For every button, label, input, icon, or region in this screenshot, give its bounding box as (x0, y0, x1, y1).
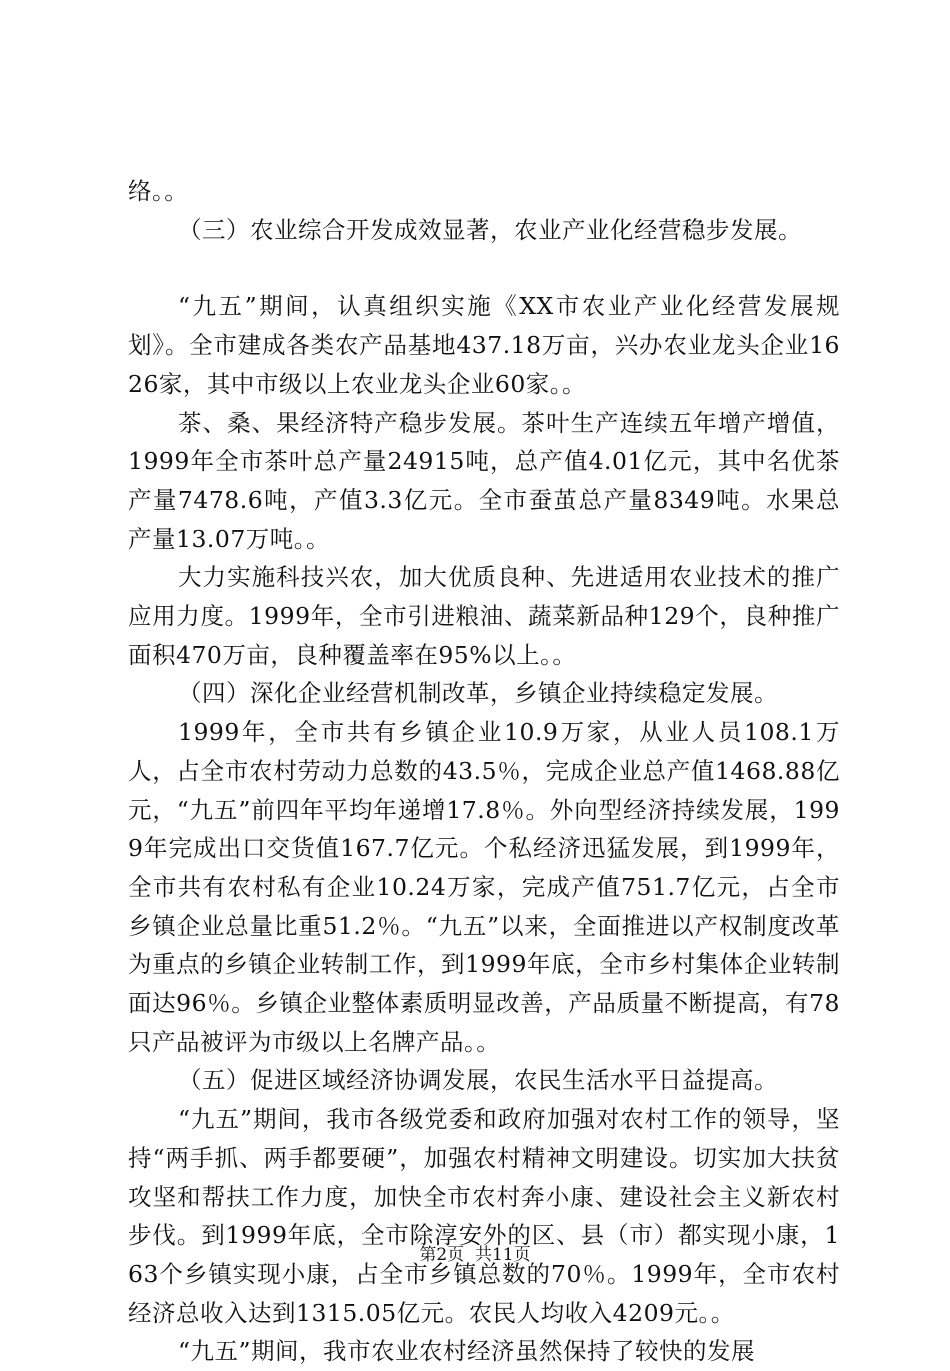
paragraph-rural-life: “九五”期间，我市各级党委和政府加强对农村工作的领导，坚持“两手抓、两手都要硬”，加强农村精神文明建设。切实加大扶贫攻坚和帮扶工作力度，加快全市农村奔小康、建设社会主义新农村步伐。到1999年底，全市除淳安外的区、县（市）都实现小康，163个乡镇实现小康，占全市乡镇总数的70％。1999年，全市农村经济总收入达到1315.05亿元。农民人均收入4209元。。 (128, 1105, 840, 1327)
document-body (128, 172, 840, 1371)
paragraph-ninth-five-year: “九五”期间，我市农业农村经济虽然保持了较快的发展 (178, 1337, 756, 1366)
page-footer (0, 1243, 950, 1267)
page-number-label: 第2页 共11页 (419, 1245, 531, 1265)
section-heading-5: （五）促进区域经济协调发展，农民生活水平日益提高。 (178, 1066, 778, 1095)
paragraph-continuation: 络。。 (128, 177, 189, 205)
section-heading-4: （四）深化企业经营机制改革，乡镇企业持续稳定发展。 (178, 679, 778, 708)
section-heading-3: （三）农业综合开发成效显著，农业产业化经营稳步发展。 (178, 215, 802, 244)
paragraph-industrialization: “九五”期间，认真组织实施《XX市农业产业化经营发展规划》。全市建成各类农产品基地437.18万亩，兴办农业龙头企业1626家，其中市级以上农业龙头企业60家。。 (128, 292, 840, 398)
paragraph-township-enterprises: 1999年，全市共有乡镇企业10.9万家，从业人员108.1万人，占全市农村劳动力总数的43.5％，完成企业总产值1468.88亿元，“九五”前四年平均年递增17.8％。外向型经济持续发展，1999年完成出口交货值167.7亿元。个私经济迅猛发展，到1999年，全市共有农村私有企业10.24万家，完成产值751.7亿元，占全市乡镇企业总量比重51.2％。“九五”以来，全面推进以产权制度改革为重点的乡镇企业转制工作，到1999年底，全市乡村集体企业转制面达96％。乡镇企业整体素质明显改善，产品质量不断提高，有78只产品被评为市级以上名牌产品。。 (128, 718, 840, 1056)
blank-line (128, 249, 840, 287)
paragraph-tea-silk-fruit: 茶、桑、果经济特产稳步发展。茶叶生产连续五年增产增值，1999年全市茶叶总产量24915吨，总产值4.01亿元，其中名优茶产量7478.6吨，产值3.3亿元。全市蚕茧总产量8349吨。水果总产量13.07万吨。。 (128, 408, 840, 553)
paragraph-technology: 大力实施科技兴农，加大优质良种、先进适用农业技术的推广应用力度。1999年，全市引进粮油、蔬菜新品种129个，良种推广面积470万亩，良种覆盖率在95%以上。。 (128, 563, 840, 669)
